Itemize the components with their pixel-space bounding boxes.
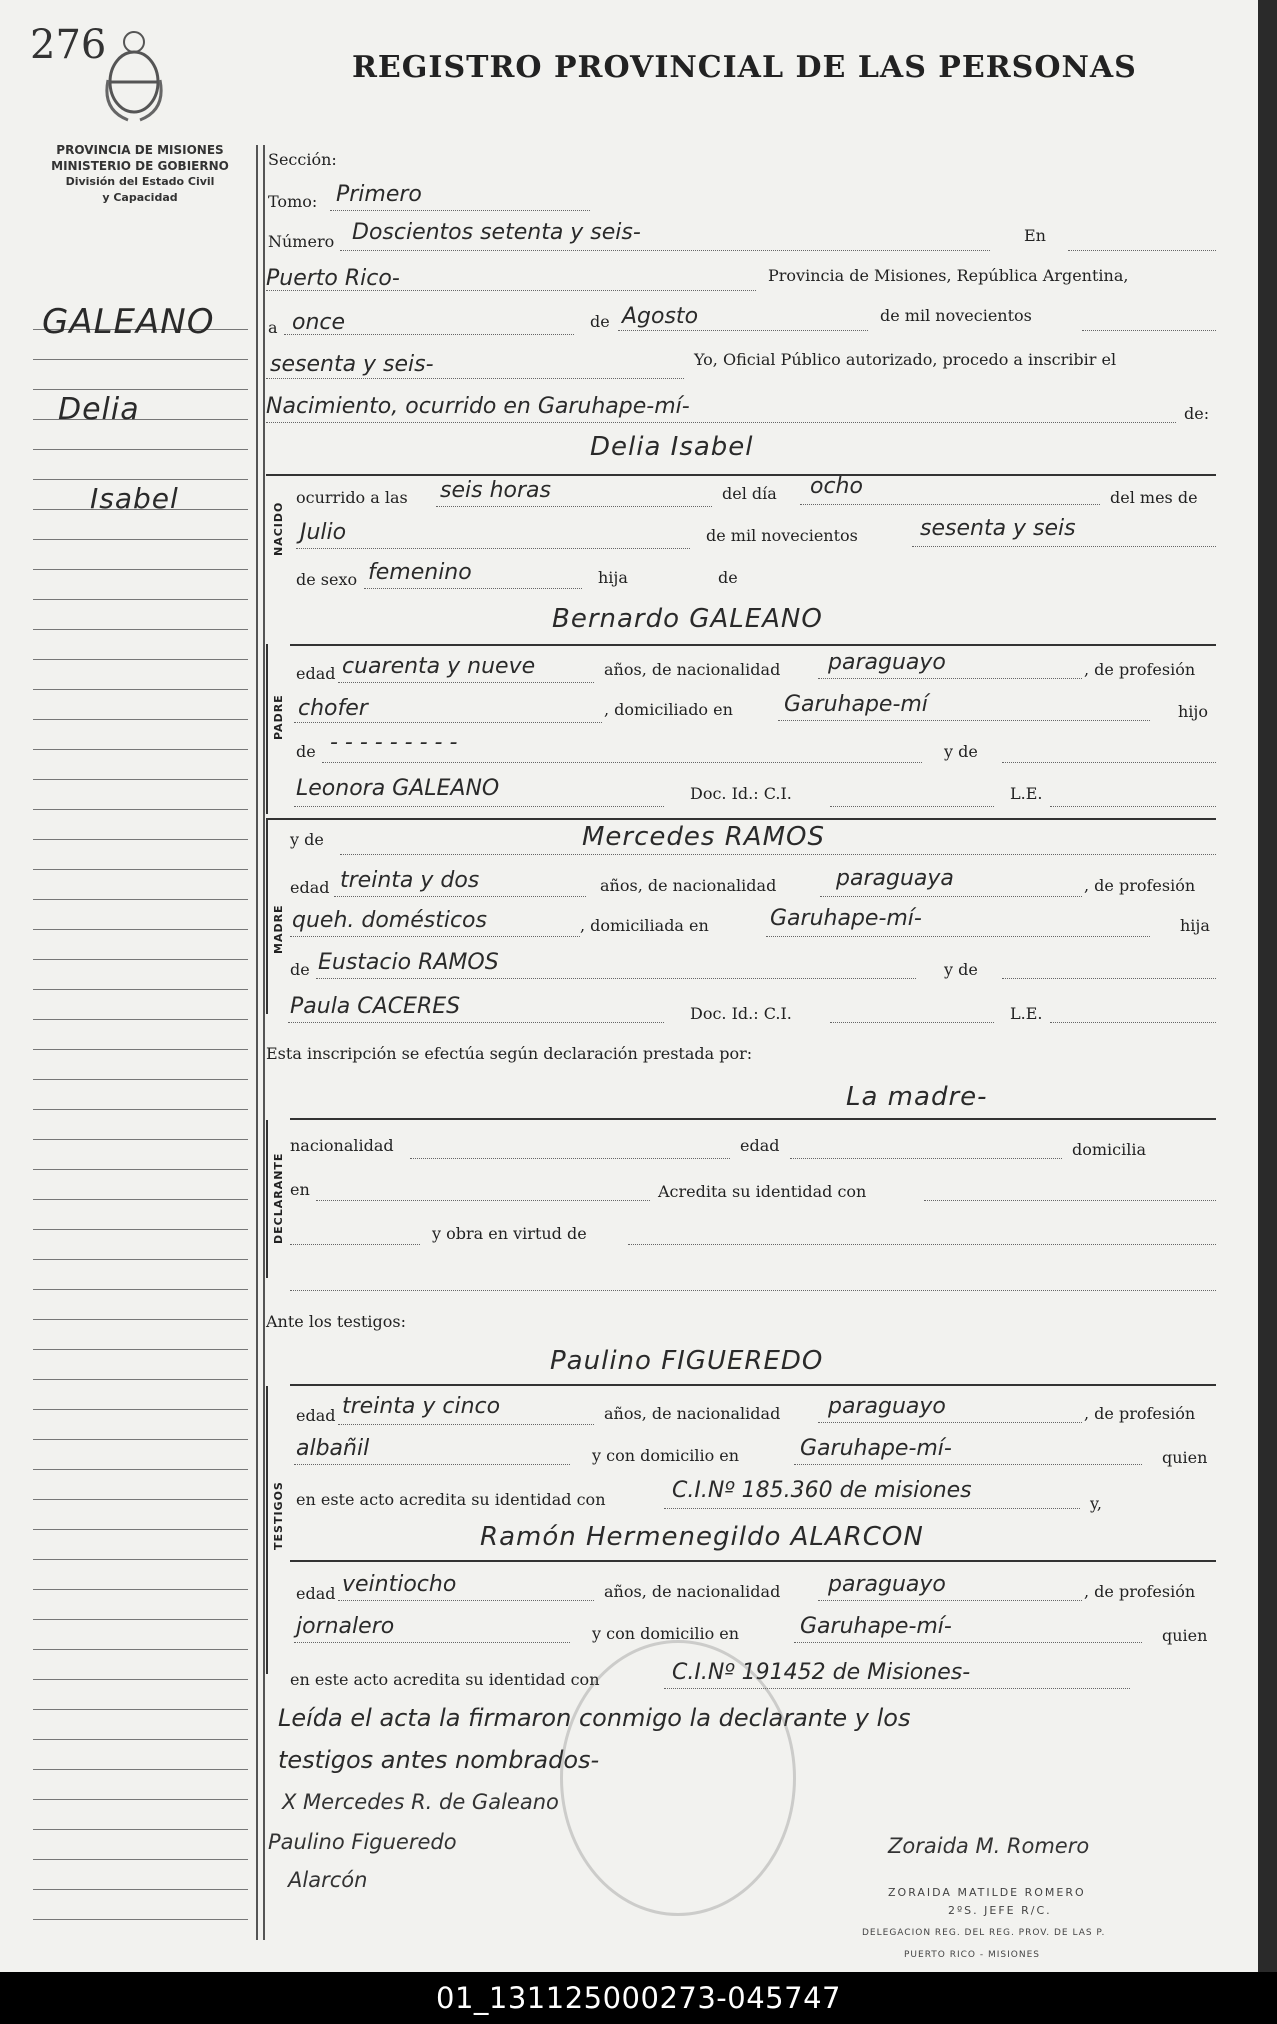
- t2-prof: jornalero: [296, 1614, 395, 1639]
- cierre-linea1: Leída el acta la firmaron conmigo la declarante y los: [278, 1704, 911, 1732]
- tag-testigos: TESTIGOS: [272, 1481, 285, 1550]
- y-de-label: y de: [944, 742, 978, 761]
- acredita-label: Acredita su identidad con: [658, 1182, 867, 1201]
- tomo-value: Primero: [336, 182, 422, 207]
- t1-prof: albañil: [296, 1436, 370, 1461]
- de-madre-label: de: [290, 960, 310, 979]
- anos-nac-madre-label: años, de nacionalidad: [600, 876, 777, 895]
- t1-ci: C.I.Nº 185.360 de misiones: [672, 1478, 972, 1503]
- dia-value: once: [292, 310, 346, 335]
- mes-value: Agosto: [622, 304, 699, 329]
- firma-testigo2: Alarcón: [288, 1868, 368, 1892]
- le-madre-label: L.E.: [1010, 1004, 1043, 1023]
- document-title: REGISTRO PROVINCIAL DE LAS PERSONAS: [352, 50, 1137, 85]
- mil-label: de mil novecientos: [880, 306, 1032, 325]
- t1-nac: paraguayo: [828, 1394, 946, 1419]
- sexo-label: de sexo: [296, 570, 358, 589]
- hijo-label: hijo: [1178, 702, 1209, 721]
- tag-declarante: DECLARANTE: [272, 1152, 285, 1244]
- y-de-madre2-label: y de: [944, 960, 978, 979]
- t2-quien-label: quien: [1162, 1626, 1208, 1645]
- obra-label: y obra en virtud de: [432, 1224, 587, 1243]
- de3-label: de: [296, 742, 316, 761]
- t2-edad: veintiocho: [342, 1572, 457, 1597]
- cierre-linea2: testigos antes nombrados-: [278, 1746, 600, 1774]
- t1-edad-label: edad: [296, 1406, 336, 1425]
- t2-acredita-label: en este acto acredita su identidad con: [290, 1670, 600, 1689]
- sello-nombre: ZORAIDA MATILDE ROMERO: [888, 1886, 1086, 1899]
- padre-nac: paraguayo: [828, 650, 946, 675]
- page-number: 276: [30, 22, 107, 68]
- madre-nac: paraguaya: [836, 866, 954, 891]
- org-line: MINISTERIO DE GOBIERNO: [51, 159, 229, 173]
- t2-dom-label: y con domicilio en: [592, 1624, 740, 1643]
- acto-value: Nacimiento, ocurrido en Garuhape-mí-: [266, 394, 690, 419]
- ocurrido-label: ocurrido a las: [296, 488, 408, 507]
- a-label: a: [268, 318, 278, 337]
- ante-label: Ante los testigos:: [266, 1312, 407, 1331]
- padre-prof: chofer: [298, 696, 368, 721]
- org-line: División del Estado Civil: [65, 175, 215, 188]
- en-decl-label: en: [290, 1180, 310, 1199]
- coat-of-arms-icon: [98, 20, 170, 130]
- numero-value: Doscientos setenta y seis-: [352, 220, 641, 245]
- mil2-label: de mil novecientos: [706, 526, 858, 545]
- t1-nac-label: años, de nacionalidad: [604, 1404, 781, 1423]
- doc-label: Doc. Id.: C.I.: [690, 784, 792, 803]
- padre-edad: cuarenta y nueve: [342, 654, 536, 679]
- nacionalidad-label: nacionalidad: [290, 1136, 394, 1155]
- tag-padre: PADRE: [272, 694, 285, 740]
- t1-prof-label: , de profesión: [1084, 1404, 1196, 1423]
- en-label: En: [1024, 226, 1046, 245]
- margin-name2: Isabel: [90, 482, 179, 515]
- t1-dom: Garuhape-mí-: [800, 1436, 952, 1461]
- sexo-value: femenino: [368, 560, 472, 585]
- t1-edad: treinta y cinco: [342, 1394, 501, 1419]
- margin-lines: [33, 300, 248, 1920]
- t1-dom-label: y con domicilio en: [592, 1446, 740, 1465]
- hija-label: hija: [598, 568, 628, 587]
- org-line: PROVINCIA DE MISIONES: [56, 143, 224, 157]
- testigo2-nombre: Ramón Hermenegildo ALARCON: [480, 1522, 924, 1552]
- t2-ci: C.I.Nº 191452 de Misiones-: [672, 1660, 971, 1685]
- sello-delegacion: DELEGACION REG. DEL REG. PROV. DE LAS P.: [862, 1928, 1106, 1938]
- anio-nac-value: sesenta y seis: [920, 516, 1076, 541]
- official-stamp: [560, 1640, 796, 1916]
- madre-edad: treinta y dos: [340, 868, 480, 893]
- padre-madre: Leonora GALEANO: [296, 776, 500, 801]
- t2-nac: paraguayo: [828, 1572, 946, 1597]
- le-label: L.E.: [1010, 784, 1043, 803]
- domicilia-label: domicilia: [1072, 1140, 1147, 1159]
- padre-nombre: Bernardo GALEANO: [552, 604, 823, 634]
- madre-prof: queh. domésticos: [292, 908, 487, 933]
- declaracion-label: Esta inscripción se efectúa según declaración prestada por:: [266, 1044, 753, 1063]
- de-colon-label: de:: [1184, 404, 1210, 423]
- edad-decl-label: edad: [740, 1136, 780, 1155]
- nombre-nacido: Delia Isabel: [590, 432, 754, 462]
- t2-edad-label: edad: [296, 1584, 336, 1603]
- padre-padre: - - - - - - - - -: [330, 730, 458, 755]
- anos-nac-label: años, de nacionalidad: [604, 660, 781, 679]
- sello-cargo: 2ºS. JEFE R/C.: [948, 1904, 1052, 1917]
- t1-acredita-label: en este acto acredita su identidad con: [296, 1490, 606, 1509]
- scan-identifier: 01_131125000273-045747: [0, 1972, 1277, 2024]
- hija2-label: hija: [1180, 916, 1210, 935]
- t2-dom: Garuhape-mí-: [800, 1614, 952, 1639]
- issuing-authority: [30, 142, 250, 206]
- madre-padre: Eustacio RAMOS: [318, 950, 499, 975]
- padre-dom: Garuhape-mí: [784, 692, 928, 717]
- lugar-value: Puerto Rico-: [266, 266, 400, 291]
- seccion-label: Sección:: [268, 150, 337, 169]
- firma-oficial: Zoraida M. Romero: [888, 1834, 1090, 1858]
- del-dia-label: del día: [722, 484, 777, 503]
- declarante-value: La madre-: [846, 1082, 988, 1112]
- t2-prof-label: , de profesión: [1084, 1582, 1196, 1601]
- y-de-madre-label: y de: [290, 830, 324, 849]
- margin-surname: GALEANO: [42, 302, 215, 342]
- margin-name1: Delia: [58, 392, 140, 427]
- anio-value: sesenta y seis-: [270, 352, 434, 377]
- t2-nac-label: años, de nacionalidad: [604, 1582, 781, 1601]
- de-label: de: [590, 312, 610, 331]
- mes-nac-value: Julio: [300, 520, 347, 545]
- domiciliada-label: , domiciliada en: [580, 916, 709, 935]
- madre-dom: Garuhape-mí-: [770, 906, 922, 931]
- t1-y-label: y,: [1090, 1494, 1102, 1513]
- hora-value: seis horas: [440, 478, 551, 503]
- profesion-madre-label: , de profesión: [1084, 876, 1196, 895]
- edad-madre-label: edad: [290, 878, 330, 897]
- sello-lugar: PUERTO RICO - MISIONES: [904, 1950, 1040, 1960]
- yo-label: Yo, Oficial Público autorizado, procedo a inscribir el: [694, 350, 1117, 369]
- firma-declarante: X Mercedes R. de Galeano: [282, 1790, 559, 1814]
- de2-label: de: [718, 568, 738, 587]
- madre-nombre: Mercedes RAMOS: [582, 822, 825, 852]
- provincia-label: Provincia de Misiones, República Argentina,: [768, 266, 1129, 285]
- dia-nac-value: ocho: [810, 474, 863, 499]
- profesion-label: , de profesión: [1084, 660, 1196, 679]
- tag-nacido: NACIDO: [272, 501, 285, 556]
- doc-madre-label: Doc. Id.: C.I.: [690, 1004, 792, 1023]
- firma-testigo1: Paulino Figueredo: [268, 1830, 457, 1854]
- org-line: y Capacidad: [102, 191, 178, 204]
- testigo1-nombre: Paulino FIGUEREDO: [550, 1346, 824, 1376]
- tomo-label: Tomo:: [268, 192, 318, 211]
- t1-quien-label: quien: [1162, 1448, 1208, 1467]
- domiciliado-label: , domiciliado en: [604, 700, 733, 719]
- madre-madre: Paula CACERES: [290, 994, 461, 1019]
- tag-madre: MADRE: [272, 904, 285, 954]
- numero-label: Número: [268, 232, 335, 251]
- del-mes-label: del mes de: [1110, 488, 1198, 507]
- edad-label: edad: [296, 664, 336, 683]
